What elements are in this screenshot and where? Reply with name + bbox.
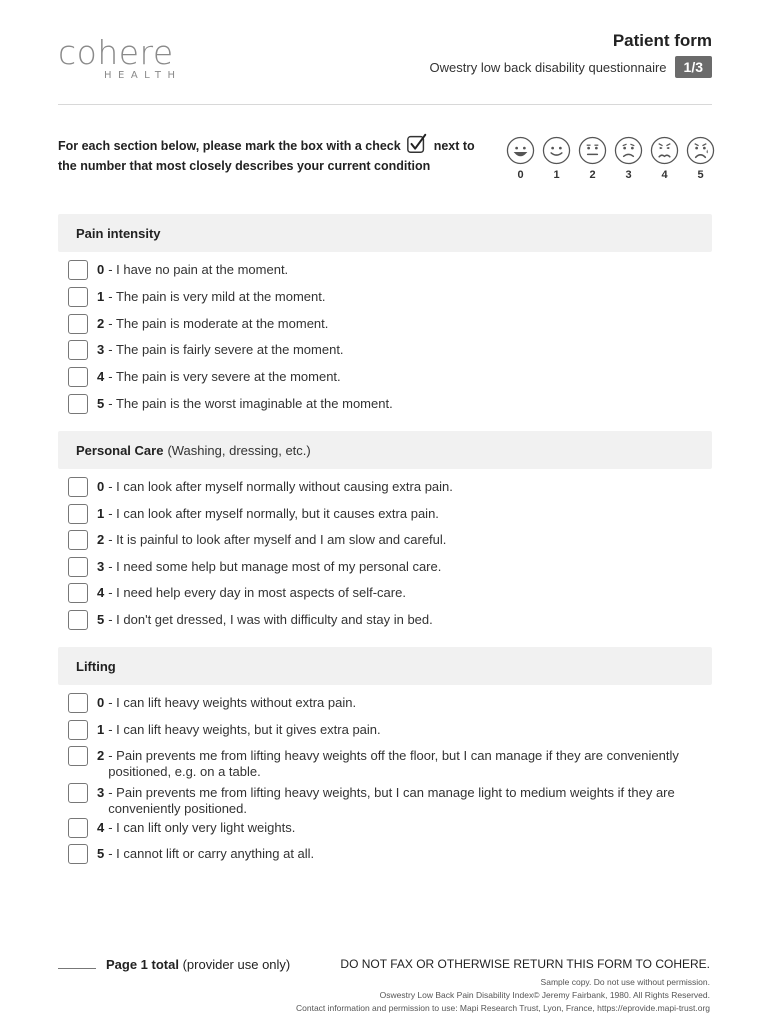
page-total-note: (provider use only)	[182, 957, 291, 972]
form-header	[430, 30, 712, 78]
instructions	[58, 136, 488, 176]
option-checkbox[interactable]	[68, 530, 88, 550]
page-total-bold: Page 1 total	[106, 957, 179, 972]
page-total-blank-line[interactable]	[58, 968, 96, 969]
option-number: 4	[97, 585, 105, 600]
copyright-note: Oswestry Low Back Pain Disability Index© Jeremy Fairbank, 1980. All Rights Reserved.	[379, 990, 710, 1000]
do-not-fax-warning: DO NOT FAX OR OTHERWISE RETURN THIS FORM TO COHERE.	[340, 957, 710, 971]
option-text: - The pain is very severe at the moment.	[108, 369, 341, 384]
form-title: Patient form	[612, 31, 712, 50]
option-number: 5	[97, 846, 105, 861]
page-total-label	[106, 957, 290, 972]
option-checkbox[interactable]	[68, 477, 88, 497]
frowning-face-icon	[614, 136, 643, 165]
pain-face-number: 0	[517, 169, 524, 181]
option-text: - I have no pain at the moment.	[108, 262, 289, 277]
form-subtitle-row	[430, 56, 712, 78]
option-number: 4	[97, 820, 105, 835]
option-row[interactable]	[68, 369, 720, 387]
footer-notices	[296, 956, 710, 1015]
option-row[interactable]	[68, 846, 720, 864]
option-checkbox[interactable]	[68, 818, 88, 838]
option-checkbox[interactable]	[68, 557, 88, 577]
option-text: - I can look after myself normally, but it causes extra pain.	[108, 506, 439, 521]
option-text: - I can lift heavy weights, but it gives extra pain.	[108, 722, 381, 737]
option-number: 4	[97, 369, 105, 384]
option-number: 3	[97, 785, 105, 800]
option-checkbox[interactable]	[68, 287, 88, 307]
option-text: - I cannot lift or carry anything at all.	[108, 846, 315, 861]
cohere-health-logo	[58, 33, 182, 81]
option-number: 3	[97, 559, 105, 574]
option-text: - It is painful to look after myself and I am slow and careful.	[108, 532, 447, 547]
option-number: 1	[97, 722, 105, 737]
option-checkbox[interactable]	[68, 693, 88, 713]
section-header	[58, 431, 712, 469]
option-checkbox[interactable]	[68, 610, 88, 630]
page-indicator-badge: 1/3	[675, 56, 712, 78]
option-number: 3	[97, 342, 105, 357]
neutral-face-icon	[578, 136, 607, 165]
option-row[interactable]	[68, 612, 720, 630]
option-text: - Pain prevents me from lifting heavy weights, but I can manage light to medium weights if they are conveniently positioned.	[108, 785, 675, 816]
grinning-face-icon	[506, 136, 535, 165]
option-checkbox[interactable]	[68, 720, 88, 740]
option-number: 2	[97, 532, 105, 547]
option-text: - I need some help but manage most of my personal care.	[108, 559, 442, 574]
option-checkbox[interactable]	[68, 783, 88, 803]
option-text: - Pain prevents me from lifting heavy weights off the floor, but I can manage if they are conveniently positioned, e.g. on a table.	[108, 748, 679, 779]
section-note: (Washing, dressing, etc.)	[167, 442, 311, 458]
option-checkbox[interactable]	[68, 394, 88, 414]
option-number: 2	[97, 316, 105, 331]
pain-face-number: 1	[553, 169, 560, 181]
pain-face-number: 5	[697, 169, 704, 181]
option-row[interactable]	[68, 506, 720, 524]
smiling-face-icon	[542, 136, 571, 165]
pain-face-5	[686, 136, 715, 181]
pain-face-2	[578, 136, 607, 181]
option-number: 5	[97, 396, 105, 411]
option-text: - I need help every day in most aspects of self-care.	[108, 585, 406, 600]
option-checkbox[interactable]	[68, 504, 88, 524]
option-checkbox[interactable]	[68, 583, 88, 603]
option-number: 1	[97, 506, 105, 521]
pain-face-4	[650, 136, 679, 181]
option-checkbox[interactable]	[68, 367, 88, 387]
option-checkbox[interactable]	[68, 340, 88, 360]
section-header	[58, 647, 712, 685]
instructions-text-part1: For each section below, please mark the box with a check	[58, 139, 401, 153]
pain-face-number: 3	[625, 169, 632, 181]
option-text: - I can lift only very light weights.	[108, 820, 296, 835]
pain-face-1	[542, 136, 571, 181]
option-text: - The pain is the worst imaginable at the moment.	[108, 396, 393, 411]
pain-scale	[506, 136, 715, 181]
pain-face-0	[506, 136, 535, 181]
option-row[interactable]	[68, 342, 720, 360]
option-row[interactable]	[68, 695, 720, 713]
option-number: 5	[97, 612, 105, 627]
option-number: 1	[97, 289, 105, 304]
option-text: - I can lift heavy weights without extra pain.	[108, 695, 357, 710]
option-checkbox[interactable]	[68, 844, 88, 864]
section-title: Pain intensity	[76, 225, 161, 241]
option-number: 2	[97, 748, 105, 763]
logo-wordmark: cohere	[58, 33, 174, 72]
option-text: - The pain is moderate at the moment.	[108, 316, 329, 331]
option-row[interactable]	[68, 559, 720, 577]
option-text: - The pain is very mild at the moment.	[108, 289, 326, 304]
option-row[interactable]	[68, 748, 720, 780]
option-row[interactable]	[68, 722, 720, 740]
option-row[interactable]	[68, 479, 720, 497]
option-text: - The pain is fairly severe at the moment.	[108, 342, 344, 357]
worried-face-icon	[650, 136, 679, 165]
option-number: 0	[97, 479, 105, 494]
option-text: - I can look after myself normally without causing extra pain.	[108, 479, 453, 494]
option-row[interactable]	[68, 532, 720, 550]
option-row[interactable]	[68, 289, 720, 307]
option-checkbox[interactable]	[68, 260, 88, 280]
option-checkbox[interactable]	[68, 314, 88, 334]
option-row[interactable]	[68, 785, 720, 817]
section-header	[58, 214, 712, 252]
pain-face-3	[614, 136, 643, 181]
option-row[interactable]	[68, 396, 720, 414]
checkmark-box-icon	[406, 133, 428, 155]
contact-note: Contact information and permission to use: Mapi Research Trust, Lyon, France, https://eprovide.mapi-trust.org	[295, 1003, 710, 1013]
pain-face-number: 4	[661, 169, 668, 181]
option-checkbox[interactable]	[68, 746, 88, 766]
option-row[interactable]	[68, 262, 720, 280]
option-number: 0	[97, 262, 105, 277]
option-text: - I don't get dressed, I was with difficulty and stay in bed.	[108, 612, 433, 627]
form-subtitle: Owestry low back disability questionnaire	[429, 59, 667, 75]
sample-copy-note: Sample copy. Do not use without permission.	[540, 977, 710, 987]
header-divider	[58, 104, 712, 105]
option-row[interactable]	[68, 316, 720, 334]
instructions-text-part2: next to the number that most closely describes your current condition	[58, 139, 475, 173]
option-number: 0	[97, 695, 105, 710]
crying-face-icon	[686, 136, 715, 165]
logo-subtitle: HEALTH	[104, 70, 182, 81]
section-title: Personal Care	[76, 442, 164, 458]
section-title: Lifting	[76, 658, 116, 674]
option-row[interactable]	[68, 585, 720, 603]
option-row[interactable]	[68, 820, 720, 838]
pain-face-number: 2	[589, 169, 596, 181]
